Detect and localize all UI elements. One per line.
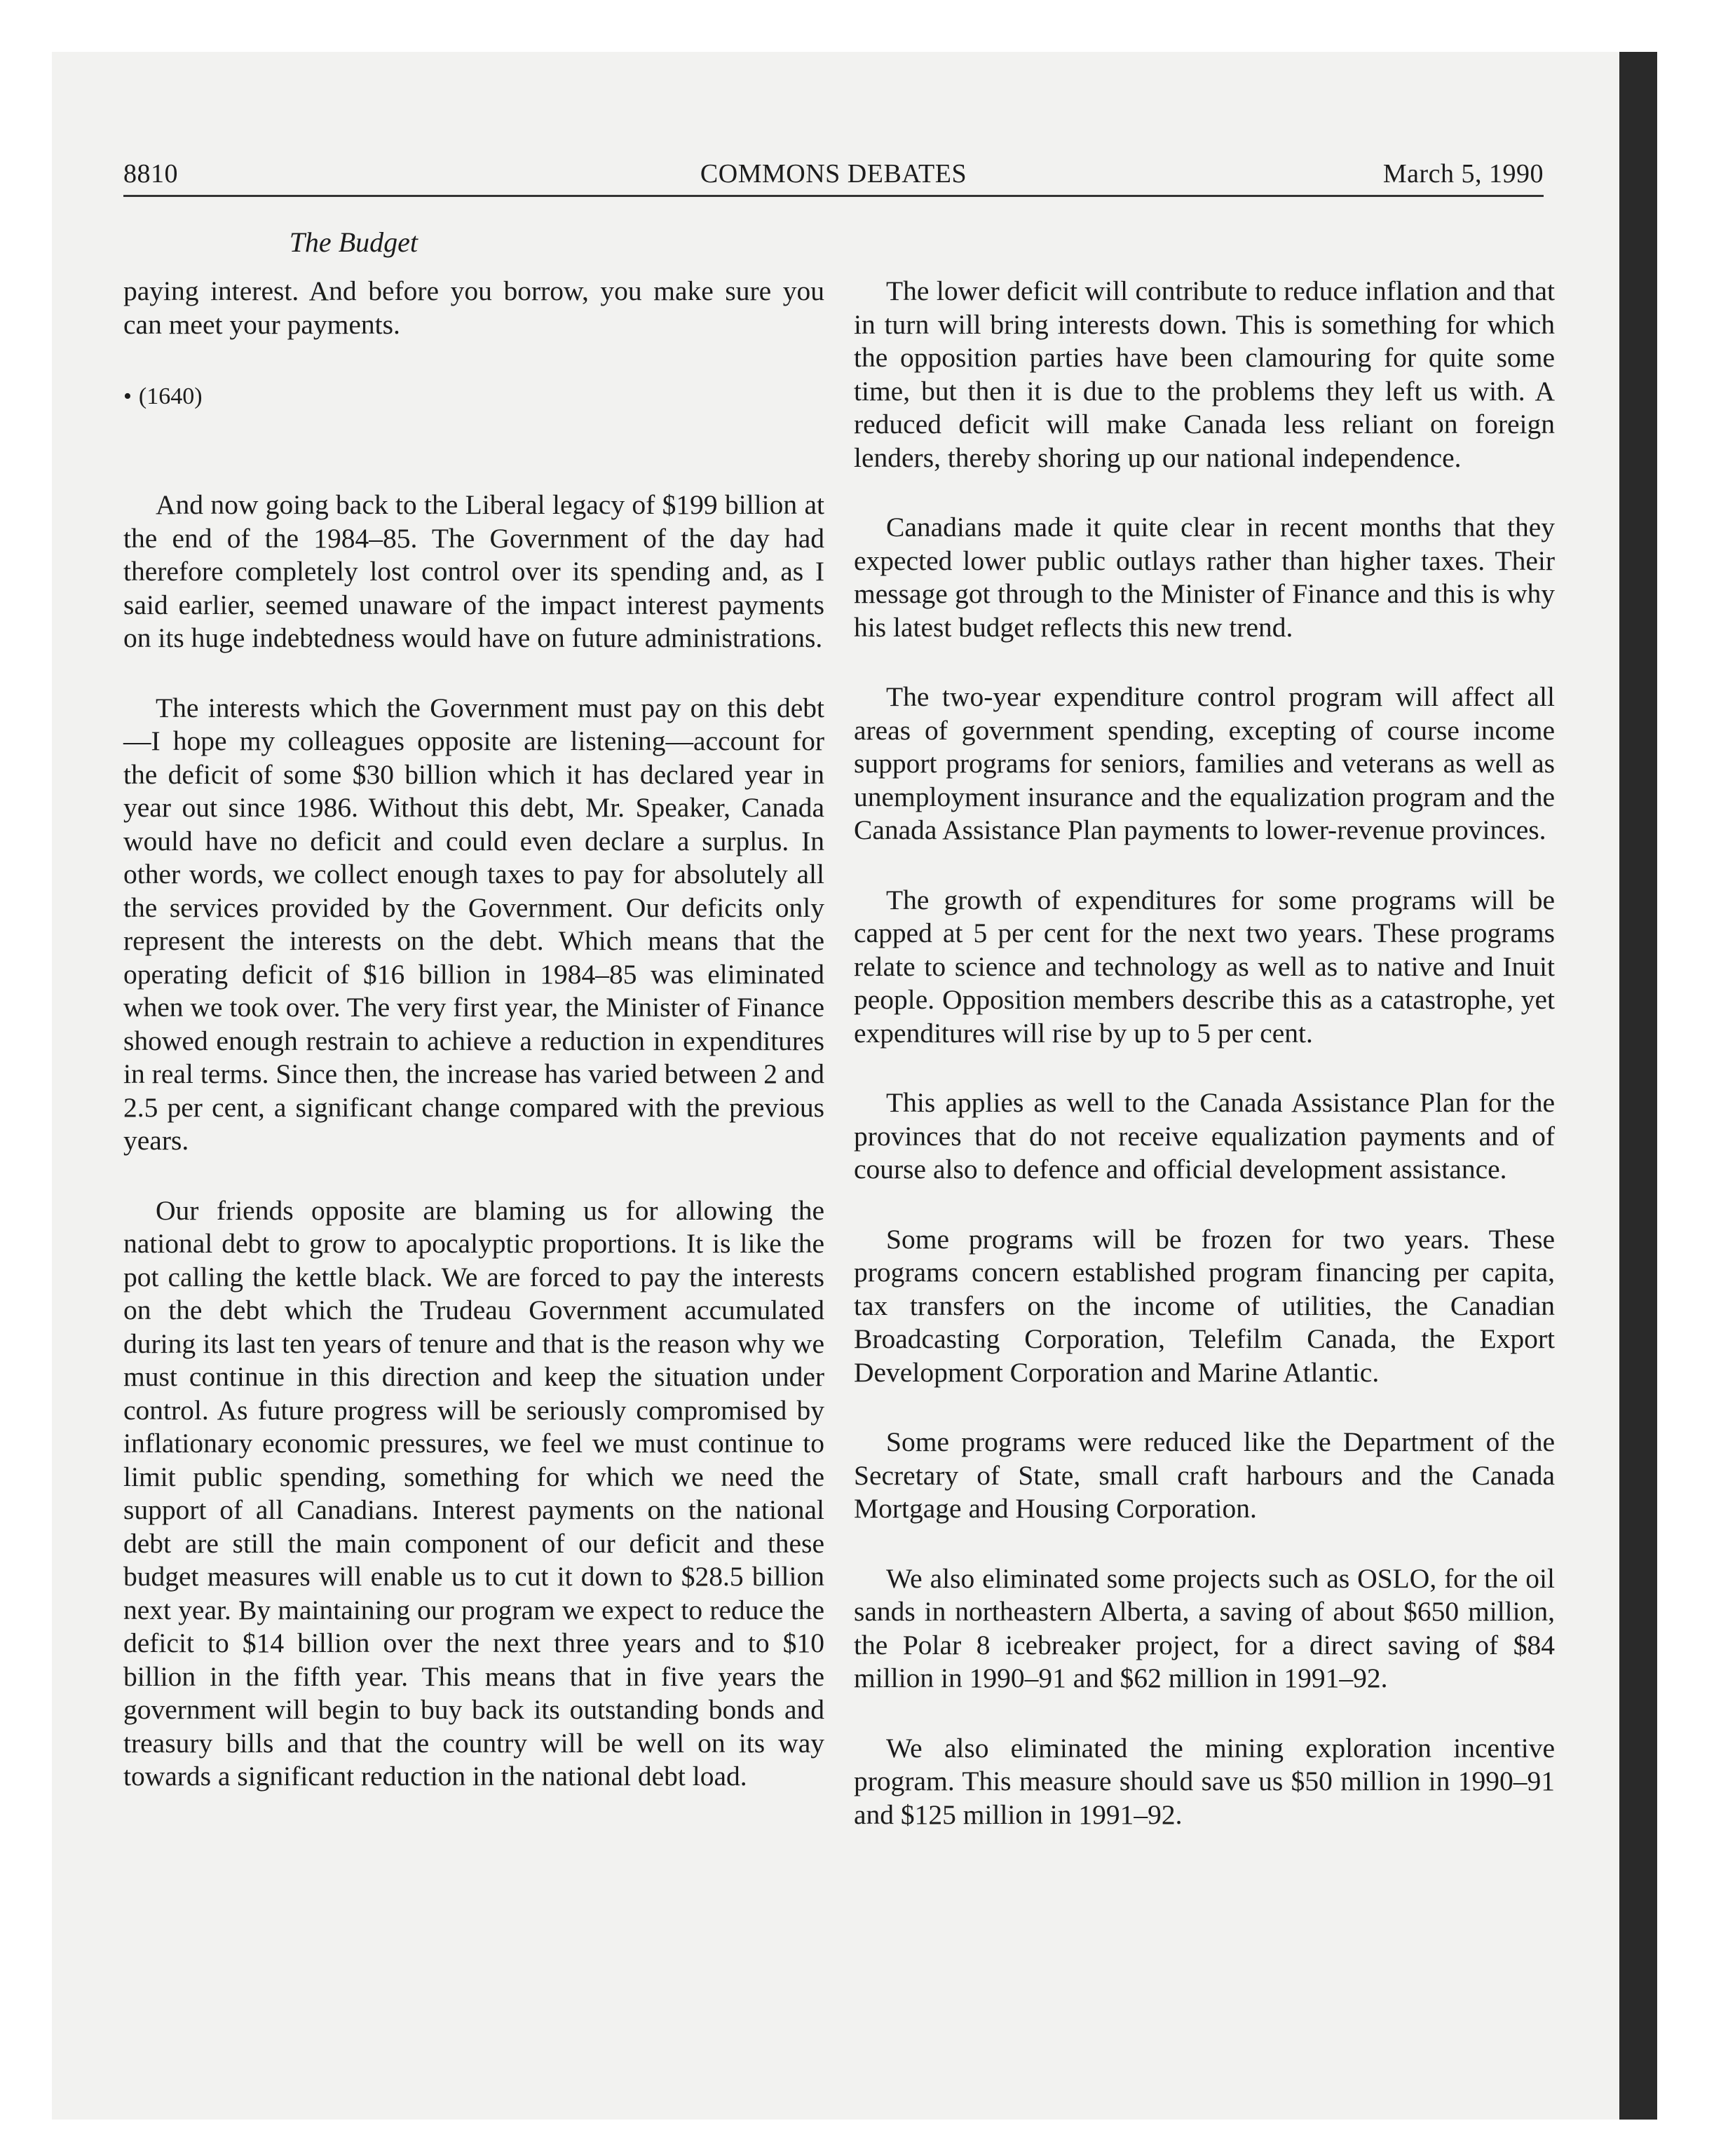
bullet-icon: • xyxy=(123,383,132,409)
page-number: 8810 xyxy=(123,159,178,189)
paragraph: The two-year expenditure control program will affect all areas of government spending, excepting of course income support programs for seniors, families and veterans as well as unemployment insurance and the equalization program and the Canada Assistance Plan payments to lower-revenue provinces. xyxy=(854,681,1555,845)
page-header xyxy=(123,146,1544,197)
scan-edge xyxy=(1619,52,1657,2120)
paragraph: The lower deficit will contribute to reduce inflation and that in turn will bring interests down. This is something for which the opposition parties have been clamouring for quite some time, but then it is due to the problems they left us with. A reduced deficit will make Canada less reliant on foreign lenders, thereby shoring up our national independence. xyxy=(854,275,1555,473)
timestamp: (1640) xyxy=(138,383,203,409)
paragraph: paying interest. And before you borrow, you make sure you can meet your payments. xyxy=(123,275,824,340)
header-date: March 5, 1990 xyxy=(1382,159,1544,189)
section-title: The Budget xyxy=(289,226,418,258)
paragraph: Some programs were reduced like the Department of the Secretary of State, small craft harbours and the Canada Mortgage and Housing Corporation. xyxy=(854,1426,1555,1524)
paragraph: The interests which the Government must pay on this debt—I hope my colleagues opposite are listening—account for the deficit of some $30 billion which it has declared year in year out since 1986. Without this debt, Mr. Speaker, Canada would have no deficit and could even declare a surplus. In other words, we collect enough taxes to pay for absolutely all the services provided by the Government. Our deficits only represent the interests on the debt. Which means that the operating deficit of $16 billion in 1984–85 was eliminated when we took over. The very first year, the Minister of Finance showed enough restrain to achieve a reduction in expenditures in real terms. Since then, the increase has varied between 2 and 2.5 per cent, a significant change compared with the previous years. xyxy=(123,692,824,1156)
publication-title: COMMONS DEBATES xyxy=(700,159,967,189)
paragraph: We also eliminated the mining exploration incentive program. This measure should save us $50 million in 1990–91 and $125 million in 1991–92. xyxy=(854,1732,1555,1830)
paragraph: Some programs will be frozen for two years. These programs concern established program financing per capita, tax transfers on the income of utilities, the Canadian Broadcasting Corporation, Telefilm Canada, the Export Development Corporation and Marine Atlantic. xyxy=(854,1223,1555,1388)
paragraph: And now going back to the Liberal legacy of $199 billion at the end of the 1984–85. The Government of the day had therefore completely lost control over its spending and, as I said earlier, seemed unaware of the impact interest payments on its huge indebtedness would have on future administrations. xyxy=(123,489,824,653)
paragraph: Canadians made it quite clear in recent months that they expected lower public outlays rather than higher taxes. Their message got through to the Minister of Finance and this is why his latest budget reflects this new trend. xyxy=(854,512,1555,643)
left-column xyxy=(123,275,824,1830)
right-column xyxy=(854,275,1555,1868)
paragraph: We also eliminated some projects such as OSLO, for the oil sands in northeastern Alberta, a saving of about $650 million, the Polar 8 icebreaker project, for a direct saving of $84 million in 1990–91 and $62 million in 1991–92. xyxy=(854,1562,1555,1693)
paragraph: Our friends opposite are blaming us for allowing the national debt to grow to apocalyptic proportions. It is like the pot calling the kettle black. We are forced to pay the interests on the debt which the Trudeau Government accumulated during its last ten years of tenure and that is the reason why we must continue in this direction and keep the situation under control. As future progress will be seriously compromised by inflationary economic pressures, we feel we must continue to limit public spending, something for which we need the support of all Canadians. Interest payments on the national debt are still the main component of our deficit and these budget measures will enable us to cut it down to $28.5 billion next year. By maintaining our program we expect to reduce the deficit to $14 billion over the next three years and to $10 billion in the fifth year. This means that in five years the government will begin to buy back its outstanding bonds and treasury bills and that the country will be well on its way towards a significant reduction in the national debt load. xyxy=(123,1194,824,1792)
paragraph: The growth of expenditures for some programs will be capped at 5 per cent for the next two years. These programs relate to science and technology as well as to native and Inuit people. Opposition members describe this as a catastrophe, yet expenditures will rise by up to 5 per cent. xyxy=(854,884,1555,1049)
paragraph: This applies as well to the Canada Assistance Plan for the provinces that do not receive equalization payments and of course also to defence and official development assistance. xyxy=(854,1087,1555,1185)
timestamp-marker xyxy=(123,383,824,410)
